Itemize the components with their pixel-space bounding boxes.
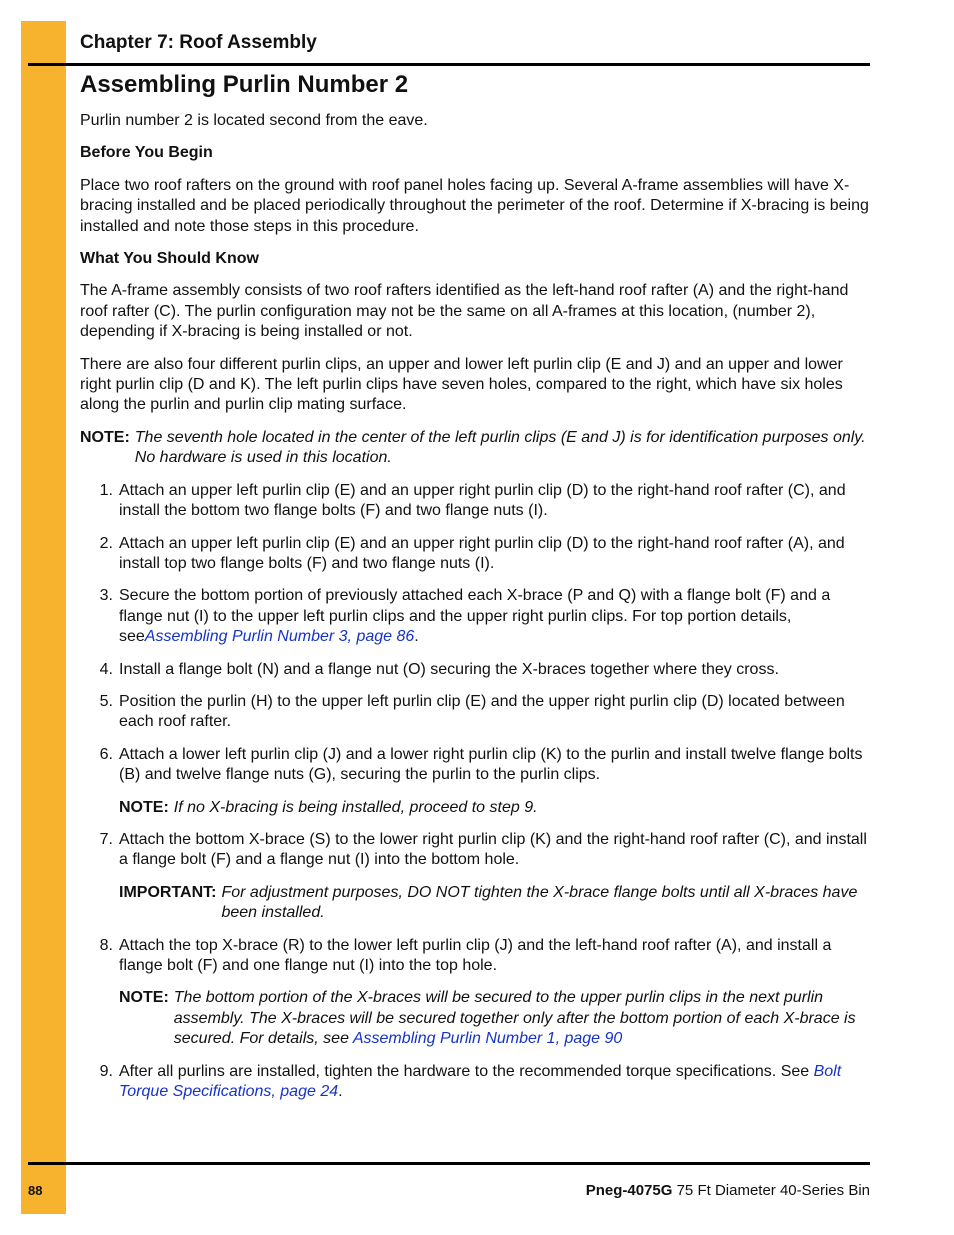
document-name: 75 Ft Diameter 40-Series Bin [672, 1182, 870, 1199]
step-4 [80, 660, 870, 680]
step-7 [80, 830, 870, 871]
page-title: Assembling Purlin Number 2 [80, 71, 409, 98]
page-body [80, 111, 870, 1114]
step-number: 8. [99, 936, 113, 954]
procedure-steps-continued-2 [80, 936, 870, 977]
before-you-begin-text: Place two roof rafters on the ground with roof panel holes facing up. Several A-frame assemblies will have X-bracing installed and be placed periodically throughout the perimeter of the roof. Determine if X-bracing is being installed and note those steps in this procedure. [80, 176, 869, 235]
step-text: Secure the bottom portion of previously attached each X-brace (P and Q) with a flange bolt (F) and a flange nut (I) to the upper left purlin clips and the upper right purlin clips. For top portion details, see [119, 587, 831, 646]
important-adjustment [119, 883, 870, 924]
what-you-should-know-p2: There are also four different purlin clips, an upper and lower left purlin clip (E and J) and an upper and lower right purlin clip (D and K). The left purlin clips have seven holes, compared to the right, which have six holes along the purlin and purlin clip mating surface. [80, 355, 843, 414]
step-1 [80, 481, 870, 522]
step-8 [80, 936, 870, 977]
link-bolt-torque-specifications[interactable]: Bolt Torque Specifications, page 24 [119, 1062, 842, 1101]
procedure-steps [80, 481, 870, 786]
note-x-brace-bottom [119, 988, 870, 1049]
note-text: The bottom portion of the X-braces will be secured to the upper purlin clips in the next purlin assembly. The X-braces will be secured together only after the bottom portion of each X-brace is secured. For details, see [173, 989, 856, 1048]
note-label: NOTE: [119, 989, 169, 1007]
procedure-steps-continued-3 [80, 1062, 870, 1103]
step-text: Attach a lower left purlin clip (J) and a lower right purlin clip (K) to the purlin and install twelve flange bolts (B) and twelve flange nuts (G), securing the purlin to the purlin clips. [119, 745, 863, 784]
link-purlin-number-1[interactable]: Assembling Purlin Number 1, page 90 [352, 1030, 623, 1048]
document-title [586, 1182, 870, 1199]
link-purlin-number-3[interactable]: Assembling Purlin Number 3, page 86 [144, 628, 415, 646]
step-number: 1. [99, 481, 113, 499]
step-text: After all purlins are installed, tighten the hardware to the recommended torque specifications. See [119, 1062, 814, 1080]
note-text: The seventh hole located in the center of the left purlin clips (E and J) is for identification purposes only. No hardware is used in this location. [134, 428, 866, 467]
step-number: 6. [99, 745, 113, 763]
document-code: Pneg-4075G [585, 1182, 673, 1199]
intro-paragraph: Purlin number 2 is located second from the eave. [80, 112, 428, 129]
note-text: If no X-bracing is being installed, proceed to step 9. [173, 798, 538, 816]
step-number: 9. [99, 1062, 113, 1080]
note-text-container [174, 988, 870, 1049]
step-text-end: . [338, 1083, 343, 1101]
note-label: NOTE: [119, 798, 169, 816]
procedure-steps-continued [80, 830, 870, 871]
important-label: IMPORTANT: [119, 883, 217, 901]
step-number: 5. [99, 692, 113, 710]
step-number: 2. [99, 534, 113, 552]
step-text: Position the purlin (H) to the upper left purlin clip (E) and the upper right purlin clip (D) located between each roof rafter. [119, 692, 845, 731]
step-9 [80, 1062, 870, 1103]
step-number: 3. [99, 587, 113, 605]
step-text-container [119, 1062, 870, 1103]
step-number: 4. [99, 660, 113, 678]
step-text: Install a flange bolt (N) and a flange nut (O) securing the X-braces together where they cross. [119, 660, 779, 678]
what-you-should-know-heading: What You Should Know [80, 250, 259, 268]
step-number: 7. [99, 830, 113, 848]
step-2 [80, 534, 870, 575]
chapter-heading: Chapter 7: Roof Assembly [80, 32, 317, 53]
step-text: Attach an upper left purlin clip (E) and an upper right purlin clip (D) to the right-hand roof rafter (A), and install top two flange bolts (F) and two flange nuts (I). [119, 534, 845, 572]
step-6 [80, 745, 870, 786]
step-text-end: . [414, 628, 419, 646]
step-3 [80, 586, 870, 647]
page-number: 88 [28, 1183, 43, 1198]
important-text: For adjustment purposes, DO NOT tighten the X-brace flange bolts until all X-braces have been installed. [221, 883, 858, 922]
header-rule [28, 63, 870, 66]
step-5 [80, 692, 870, 733]
step-text: Attach the bottom X-brace (S) to the lower right purlin clip (K) and the right-hand roof rafter (C), and install a flange bolt (F) and a flange nut (I) into the bottom hole. [119, 830, 867, 869]
what-you-should-know-p1: The A-frame assembly consists of two roof rafters identified as the left-hand roof rafter (A) and the right-hand roof rafter (C). The purlin configuration may not be the same on all A-frames at this location, (number 2), depending if X-bracing is being installed or not. [80, 282, 849, 341]
chapter-sidebar-bar [21, 21, 66, 1214]
before-you-begin-heading: Before You Begin [80, 144, 213, 162]
note-label: NOTE: [80, 428, 130, 446]
footer-rule [28, 1162, 870, 1165]
note-no-x-bracing [119, 798, 870, 818]
note-seventh-hole [80, 428, 870, 469]
step-text-container [119, 586, 870, 647]
step-text: Attach the top X-brace (R) to the lower left purlin clip (J) and the left-hand roof rafter (A), and install a flange bolt (F) and one flange nut (I) into the top hole. [119, 936, 832, 974]
step-text: Attach an upper left purlin clip (E) and an upper right purlin clip (D) to the right-hand roof rafter (C), and install the bottom two flange bolts (F) and two flange nuts (I). [119, 481, 846, 520]
